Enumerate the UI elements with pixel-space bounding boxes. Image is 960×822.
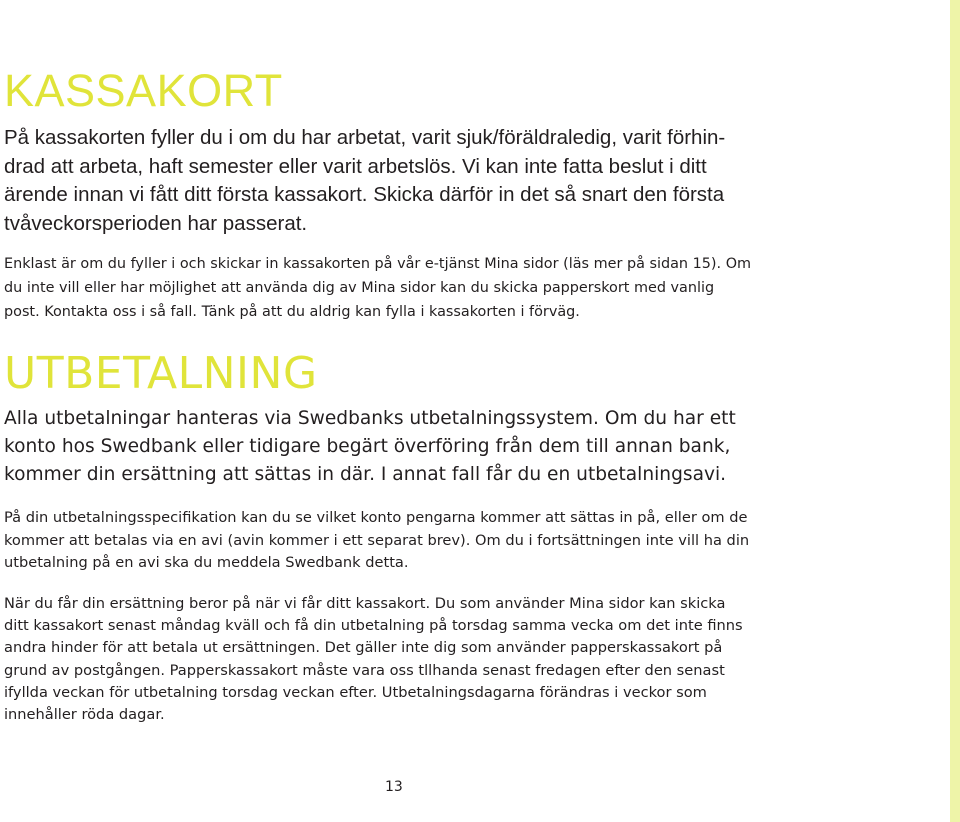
utbetalning-timing-paragraph [4, 593, 794, 726]
text-line: ärende innan vi fått ditt första kassakort. Skicka därför in det så snart den första [4, 183, 725, 206]
text-line: Alla utbetalningar hanteras via Swedbanks utbetalningssystem. Om du har ett [4, 408, 736, 429]
kassakort-body-paragraph [4, 252, 794, 324]
text-line: andra hinder för att betala ut ersättningen. Det gäller inte dig som använder papperskassakort på [4, 639, 723, 657]
text-line: På kassakorten fyller du i om du har arbetat, varit sjuk/föräldraledig, varit förhin- [4, 126, 726, 149]
text-line: konto hos Swedbank eller tidigare begärt överföring från dem till annan bank, [4, 436, 731, 457]
text-line: På din utbetalningsspecifikation kan du se vilket konto pengarna kommer att sättas in på, eller om de [4, 509, 748, 526]
text-line: tvåveckorsperioden har passerat. [4, 211, 308, 235]
decorative-side-bar [950, 0, 960, 822]
utbetalning-lead-paragraph [4, 405, 794, 489]
text-line: Enklast är om du fyller i och skickar in kassakorten på vår e-tjänst Mina sidor (läs mer på sidan 15). Om [4, 256, 752, 272]
text-line: grund av postgången. Papperskassakort måste vara oss tllhanda senast fredagen efter den senast [4, 661, 725, 679]
text-line: kommer att betalas via en avi (avin kommer i ett separat brev). Om du i fortsättningen inte vill ha din [4, 531, 750, 549]
page-number: 13 [385, 779, 403, 795]
text-line: innehåller röda dagar. [4, 706, 165, 724]
utbetalning-heading: UTBETALNING [4, 348, 318, 399]
text-line: När du får din ersättning beror på när vi får ditt kassakort. Du som använder Mina sidor kan skicka [4, 595, 726, 612]
text-line: ditt kassakort senast måndag kväll och få din utbetalning på torsdag samma vecka om det inte finns [4, 617, 743, 635]
text-line: kommer din ersättning att sättas in där. I annat fall får du en utbetalningsavi. [4, 464, 727, 485]
kassakort-heading: KASSAKORT [4, 65, 283, 116]
kassakort-lead-paragraph [4, 124, 794, 238]
text-line: ifyllda veckan för utbetalning torsdag veckan efter. Utbetalningsdagarna förändras i veckor som [4, 683, 707, 701]
text-line: post. Kontakta oss i så fall. Tänk på att du aldrig kan fylla i kassakorten i förväg. [4, 304, 580, 320]
text-line: drad att arbeta, haft semester eller varit arbetslös. Vi kan inte fatta beslut i ditt [4, 154, 707, 178]
utbetalning-specification-paragraph [4, 507, 794, 575]
text-line: utbetalning på en avi ska du meddela Swedbank detta. [4, 554, 409, 571]
text-line: du inte vill eller har möjlighet att använda dig av Mina sidor kan du skicka papperskort med vanlig [4, 280, 715, 296]
